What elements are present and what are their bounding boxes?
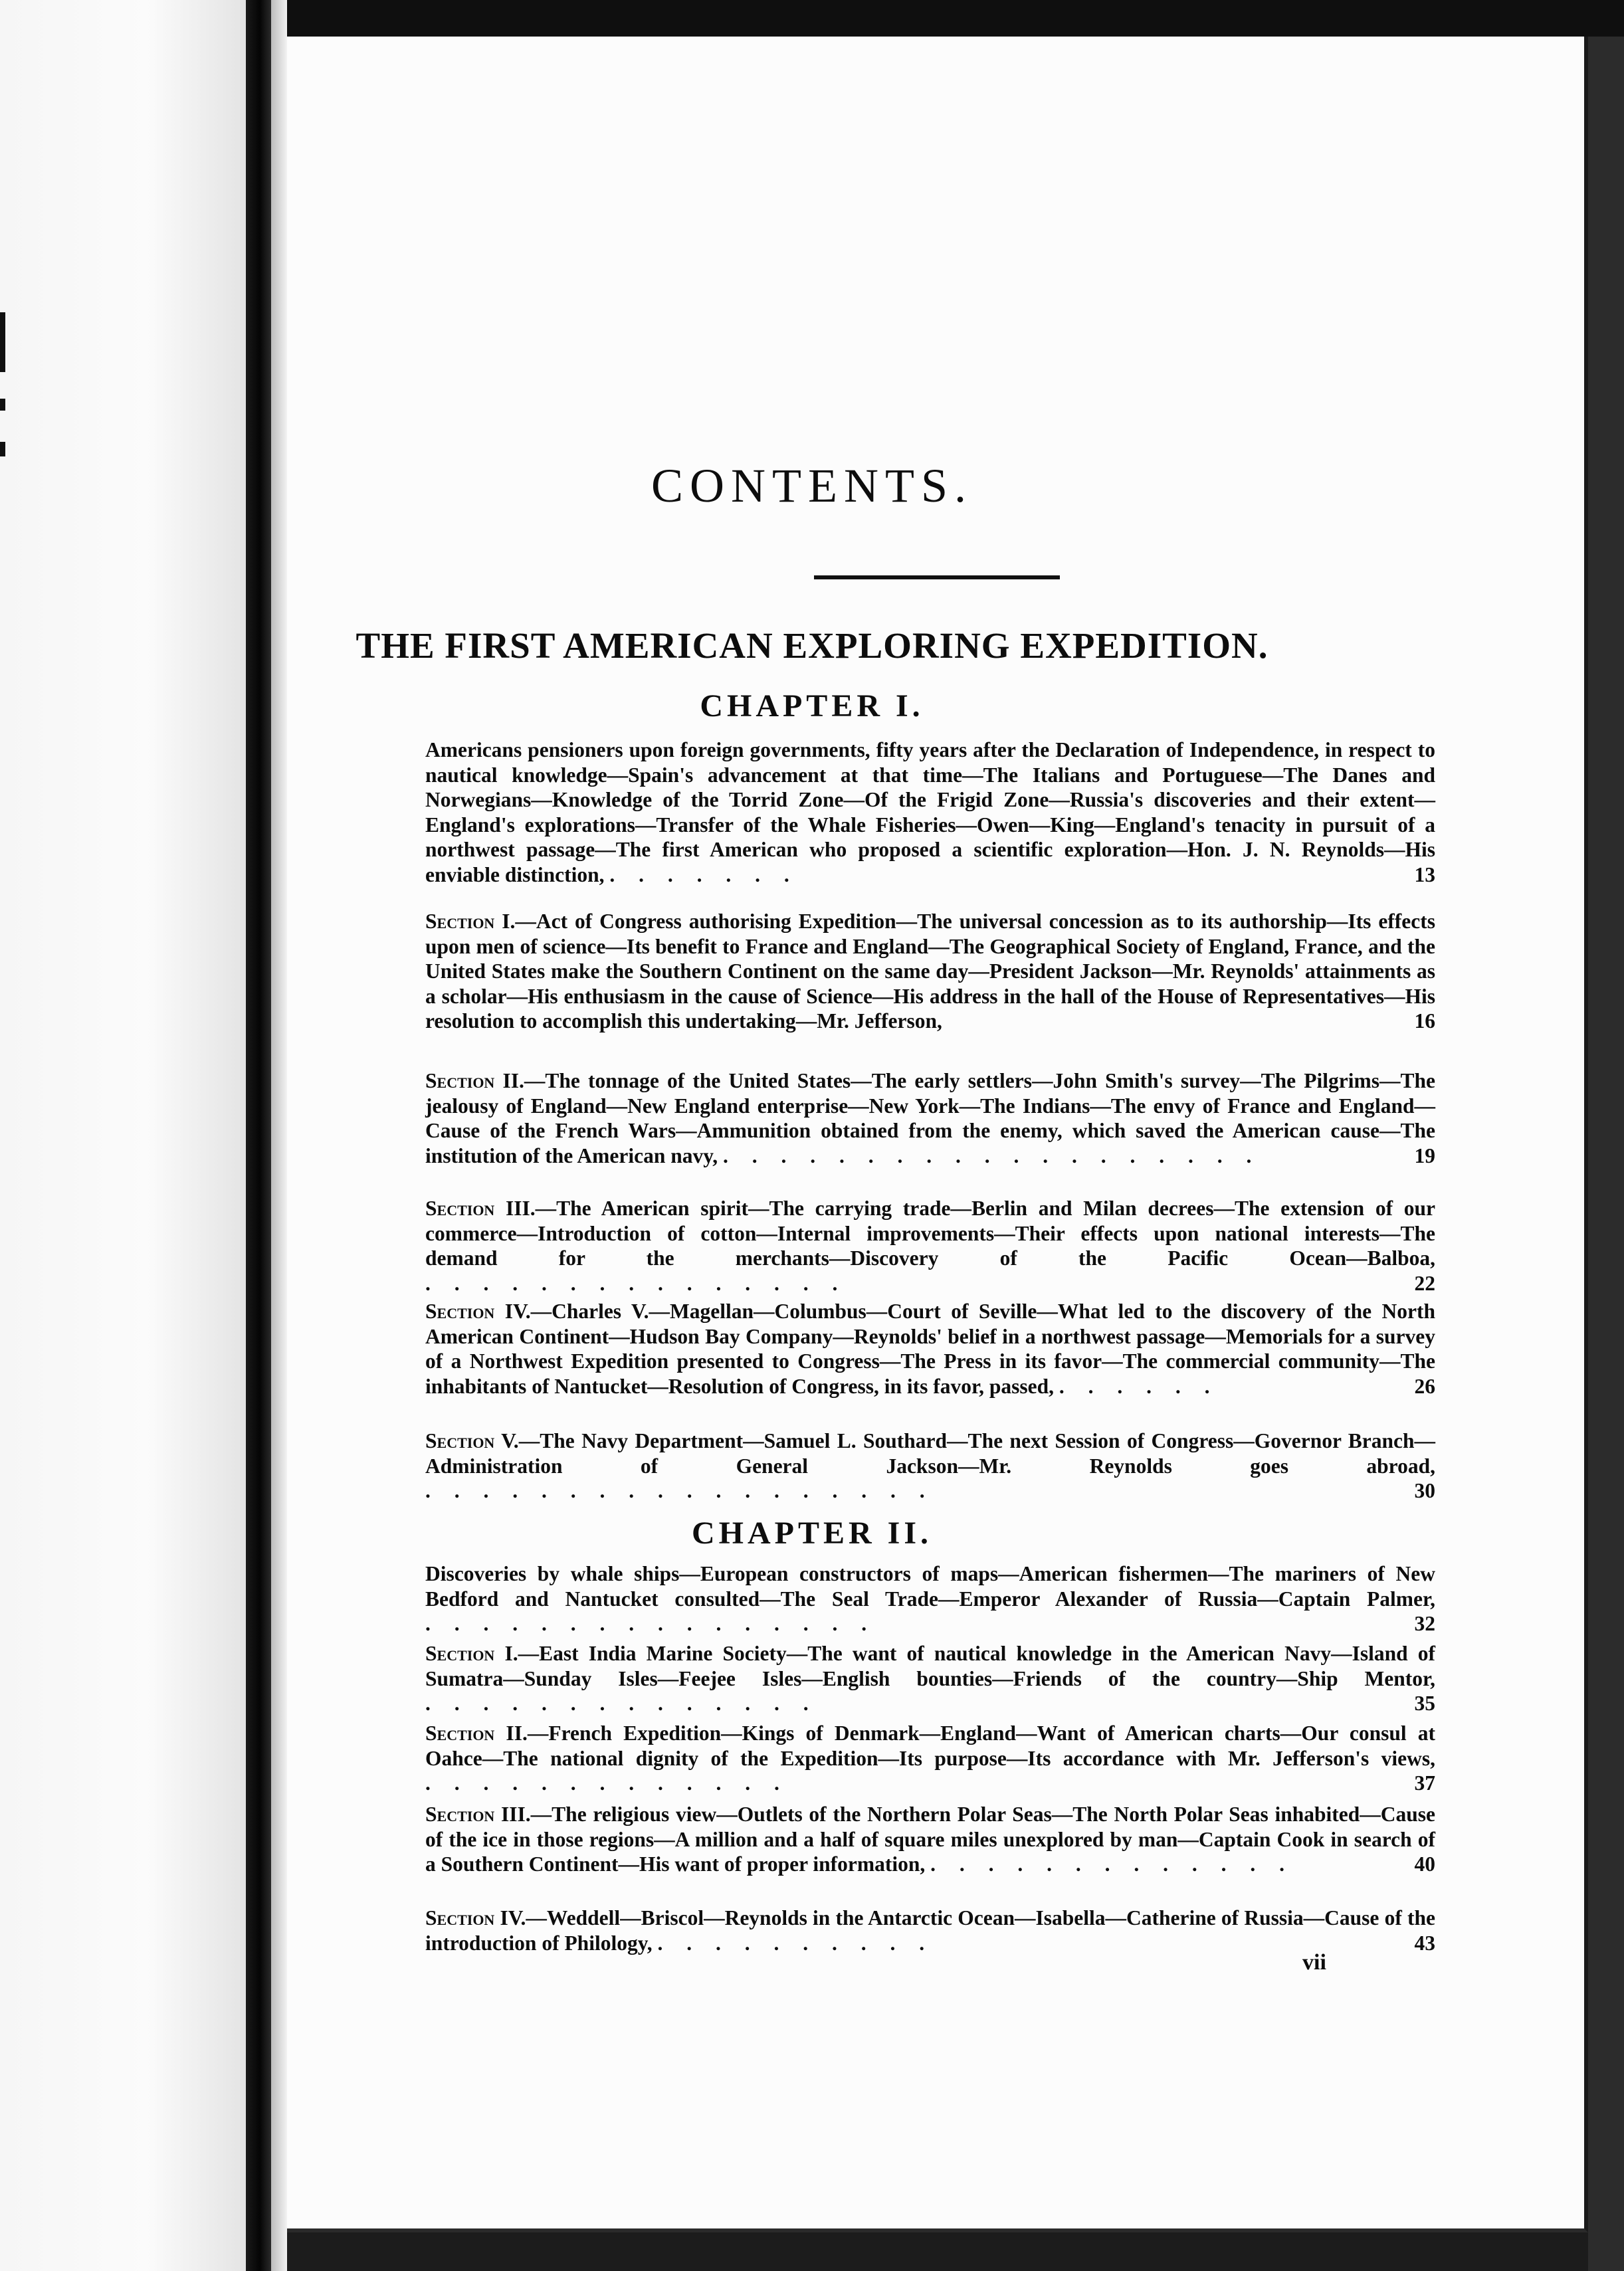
entry-label: Section I. [425,1642,518,1665]
margin-mark [0,312,5,372]
scan-right-edge [1588,37,1624,2271]
entry-text: —French Expedition—Kings of Denmark—England—Want of American charts—Our consul at Oahce—The national dignity of the Expedition—Its purpose—Its accordance with Mr. Jefferson's views, [425,1722,1435,1770]
entry-label: Section III. [425,1197,536,1220]
entry-text: —The Navy Department—Samuel L. Southard—The next Session of Congress—Governor Branch—Administration of General Jackson—Mr. Reynolds goes abroad, [425,1429,1436,1478]
margin-mark [0,442,5,456]
toc-entry [425,1802,1435,1877]
dot-leader: . . . . . . . . . . . . . . . . [425,1612,876,1635]
page-number: 22 [1414,1271,1435,1295]
scan-top-edge [287,0,1624,37]
chapter-heading: CHAPTER I. [700,688,924,724]
page-number: 16 [1414,1009,1435,1033]
page-folio: vii [1302,1950,1326,1975]
dot-leader: . . . . . . . . . . . . . [930,1852,1294,1876]
page-number: 13 [1414,862,1435,886]
toc-entry [425,1299,1435,1399]
toc-entry [425,1196,1435,1296]
book-title: THE FIRST AMERICAN EXPLORING EXPEDITION. [355,625,1269,666]
contents-heading: CONTENTS. [651,459,973,512]
entry-label: Section IV. [425,1906,526,1929]
toc-entry [425,1906,1435,1955]
dot-leader: . . . . . . . . . . . . . . . [425,1271,847,1295]
entry-label: Section IV. [425,1300,531,1323]
margin-mark [0,399,5,411]
toc-entry [425,1721,1435,1796]
gutter-shadow [271,0,287,2271]
entry-text: —The tonnage of the United States—The early settlers—John Smith's survey—The Pilgrims—The jealousy of England—New England enterprise—New York—The Indians—The envy of France and England—Cause of the French Wars—Ammunition obtained from the enemy, which saved the American cause—The institution of the American navy, [425,1069,1435,1167]
page-number: 26 [1414,1374,1435,1398]
toc-entry [425,909,1435,1034]
toc-entry [425,1561,1435,1636]
dot-leader: . . . . . . [1059,1374,1219,1398]
dot-leader: . . . . . . . . . . . . . [425,1771,789,1795]
entry-label: Section III. [425,1803,531,1826]
dot-leader: . . . . . . . . . . . . . . [425,1692,818,1715]
dot-leader: . . . . . . . . . . . . . . . . . . [425,1479,934,1502]
entry-label: Section I. [425,910,516,933]
page-number: 37 [1414,1771,1435,1795]
entry-text: —The religious view—Outlets of the Northern Polar Seas—The North Polar Seas inhabited—Cause of the ice in those regions—A million and a half of square miles unexplored by man—Captain Cook in search of a Southern Continent—His want of proper information, [425,1803,1436,1876]
page-number: 43 [1414,1931,1435,1955]
entry-text: Discoveries by whale ships—European constructors of maps—American fishermen—The mariners of New Bedford and Nantucket consulted—The Seal Trade—Emperor Alexander of Russia—Captain Palmer, [425,1562,1435,1611]
page-number: 30 [1414,1479,1435,1502]
toc-entry [425,738,1435,887]
page-number: 35 [1414,1692,1435,1715]
entry-text: —Act of Congress authorising Expedition—The universal concession as to its authorship—Its effects upon men of science—Its benefit to France and England—The Geographical Society of England, France, and the United States make the Southern Continent on the same day—President Jackson—Mr. Reynolds' attainments as a scholar—His enthusiasm in the cause of Science—His address in the hall of the House of Representatives—His resolution to accomplish this undertaking—Mr. Jefferson, [425,910,1435,1033]
page-number: 19 [1414,1143,1435,1167]
toc-entry [425,1641,1435,1716]
entry-text: Americans pensioners upon foreign governments, fifty years after the Declaration of Independence, in respect to nautical knowledge—Spain's advancement at that time—The Italians and Portuguese—The Danes and Norwegians—Knowledge of the Torrid Zone—Of the Frigid Zone—Russia's discoveries and their extent—England's explorations—Transfer of the Whale Fisheries—Owen—King—England's tenacity in pursuit of a northwest passage—The first American who proposed a scientific exploration—Hon. J. N. Reynolds—His enviable distinction, [425,738,1435,886]
book-spine [246,0,271,2271]
scan-bottom-edge [287,2232,1588,2271]
entry-text: —Charles V.—Magellan—Columbus—Court of Seville—What led to the discovery of the North American Continent—Hudson Bay Company—Reynolds' belief in a northwest passage—Memorials for a survey of a Northwest Expedition presented to Congress—The Press in its favor—The commercial community—The inhabitants of Nantucket—Resolution of Congress, in its favor, passed, [425,1300,1436,1398]
heading-rule [814,575,1060,579]
entry-label: Section V. [425,1429,519,1452]
toc-entry [425,1068,1435,1168]
page-number: 40 [1414,1852,1435,1876]
facing-page [0,0,246,2271]
chapter-heading: CHAPTER II. [691,1516,933,1551]
toc-entry [425,1429,1435,1504]
entry-label: Section II. [425,1722,528,1745]
dot-leader: . . . . . . . . . . . . . . . . . . . [723,1143,1261,1167]
dot-leader: . . . . . . . [609,862,799,886]
entry-label: Section II. [425,1069,524,1092]
entry-text: —The American spirit—The carrying trade—Berlin and Milan decrees—The extension of our commerce—Introduction of cotton—Internal improvements—Their effects upon national interests—The demand for the merchants—Discovery of the Pacific Ocean—Balboa, [425,1197,1436,1270]
page-number: 32 [1414,1612,1435,1635]
entry-text: —East India Marine Society—The want of nautical knowledge in the American Navy—Island of Sumatra—Sunday Isles—Feejee Isles—English bounties—Friends of the country—Ship Mentor, [425,1642,1435,1690]
entry-text: —Weddell—Briscol—Reynolds in the Antarctic Ocean—Isabella—Catherine of Russia—Cause of the introduction of Philology, [425,1906,1435,1955]
dot-leader: . . . . . . . . . . [657,1931,934,1955]
